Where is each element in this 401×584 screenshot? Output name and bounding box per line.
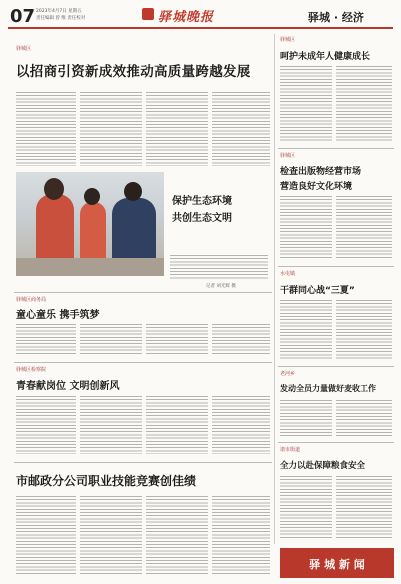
photo-caption-body (170, 255, 268, 279)
b2-body-col-4 (212, 396, 270, 454)
a2-headline-1: 检查出版物经营市场 (280, 167, 362, 177)
a5-headline: 全力以赴保障粮食安全 (280, 461, 366, 471)
b2-body-col-1 (16, 396, 76, 454)
mid-divider-1 (14, 292, 272, 293)
section-title: 驿城 · 经济 (308, 11, 364, 24)
b1-body-col-1 (16, 324, 76, 356)
b3-body-col-1 (16, 496, 76, 576)
photo-table (16, 258, 164, 276)
right-divider-2 (278, 266, 394, 267)
a4-headline: 发动全员力量做好麦收工作 (280, 384, 376, 393)
a5-body-col-1 (280, 476, 332, 538)
b2-body-col-3 (146, 396, 208, 454)
a1-body-col-1 (280, 66, 332, 142)
photo-person-mid-head (84, 188, 100, 205)
right-column-divider (274, 34, 275, 544)
lead-tag: 驿城区 (16, 46, 32, 52)
a3-headline: 干群同心战“三夏” (280, 286, 355, 296)
right-divider-4 (278, 442, 394, 443)
editor-line: 责任编辑 曾 维 责任校对 (36, 16, 86, 21)
a3-tag: 水屯镇 (280, 271, 296, 277)
b3-body-col-4 (212, 496, 270, 576)
a3-body-col-2 (336, 300, 392, 360)
newspaper-logo (142, 8, 154, 20)
photo-person-right-head (124, 182, 142, 201)
page-number: 07 (10, 6, 36, 27)
b2-headline: 青春献岗位 文明创新风 (16, 381, 120, 392)
a2-headline-2: 营造良好文化环境 (280, 182, 353, 192)
b3-headline: 市邮政分公司职业技能竞赛创佳绩 (16, 474, 197, 488)
lead-photo (16, 172, 164, 276)
masthead (0, 0, 401, 34)
b1-tag: 驿城区商务局 (16, 297, 47, 303)
date-line: 2023年4月7日 星期五 (36, 9, 82, 14)
a5-body-col-2 (336, 476, 392, 538)
lead-body-col-3 (146, 92, 208, 166)
mid-divider-2 (14, 362, 272, 363)
lead-headline: 以招商引资新成效推动高质量跨越发展 (16, 64, 251, 80)
a1-tag: 驿城区 (280, 37, 296, 43)
photo-caption-line-2: 共创生态文明 (172, 213, 232, 224)
b2-body-col-2 (80, 396, 142, 454)
newspaper-name: 驿城晚报 (158, 10, 215, 25)
footer-banner (280, 548, 394, 578)
right-divider-3 (278, 366, 394, 367)
footer-banner-text: 驿 城 新 闻 (309, 558, 365, 571)
b3-body-col-3 (146, 496, 208, 576)
b2-tag: 驿城区检察院 (16, 367, 47, 373)
a2-body-col-1 (280, 196, 332, 260)
photo-person-left-head (44, 178, 64, 200)
a1-headline: 呵护未成年人健康成长 (280, 52, 371, 62)
a2-body-col-2 (336, 196, 392, 260)
lead-body-col-4 (212, 92, 270, 166)
b1-body-col-3 (146, 324, 208, 356)
a3-body-col-1 (280, 300, 332, 360)
mid-divider-3 (14, 462, 272, 463)
lead-body-col-2 (80, 92, 142, 166)
masthead-rule (8, 27, 393, 29)
b1-body-col-2 (80, 324, 142, 356)
a2-tag: 驿城区 (280, 153, 296, 159)
photo-credit: 记者 刘光辉 摄 (206, 284, 236, 289)
right-divider-1 (278, 148, 394, 149)
b3-body-col-2 (80, 496, 142, 576)
a4-body-col-1 (280, 400, 332, 436)
a1-body-col-2 (336, 66, 392, 142)
a4-body-col-2 (336, 400, 392, 436)
b1-headline: 童心童乐 携手筑梦 (16, 310, 100, 321)
a4-tag: 老河乡 (280, 371, 296, 377)
b1-body-col-4 (212, 324, 270, 356)
photo-caption-line-1: 保护生态环境 (172, 196, 232, 207)
lead-body-col-1 (16, 92, 76, 166)
a5-tag: 诸市街道 (280, 447, 301, 453)
